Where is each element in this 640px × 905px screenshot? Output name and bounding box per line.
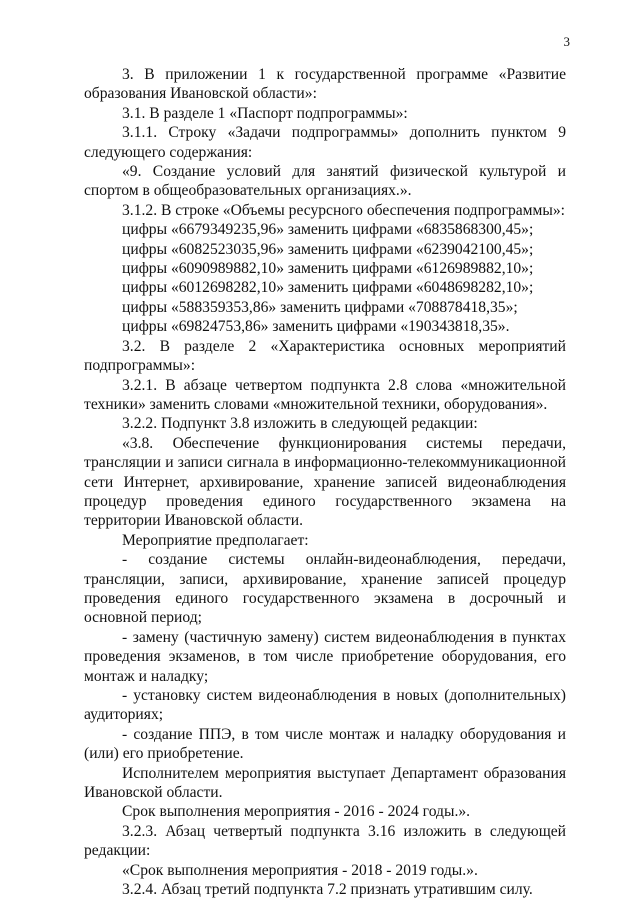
replacement-line: цифры «69824753,86» заменить цифрами «190343818,35». bbox=[122, 318, 510, 336]
paragraph: 3.1.1. Строку «Задачи подпрограммы» дополнить пунктом 9 следующего содержания: bbox=[84, 124, 566, 161]
replacement-line: цифры «6679349235,96» заменить цифрами «6835868300,45»; bbox=[122, 221, 534, 239]
replacement-line: цифры «6090989882,10» заменить цифрами «6126989882,10»; bbox=[122, 260, 534, 278]
paragraph: 3.2.4. Абзац третий подпункта 7.2 признать утратившим силу. bbox=[122, 881, 533, 899]
list-item: - замену (частичную замену) систем видеонаблюдения в пунктах проведения экзаменов, в том числе приобретение оборудования, его монтаж и наладку; bbox=[84, 628, 566, 685]
paragraph: «9. Создание условий для занятий физической культурой и спортом в общеобразовательных организациях.». bbox=[84, 163, 566, 200]
list-item: - создание системы онлайн-видеонаблюдения, передачи, трансляции, записи, архивирование, хранение записей процедур проведения единого государственного экзамена в досрочный и основной период; bbox=[84, 551, 566, 627]
list-item: - создание ППЭ, в том числе монтаж и наладку оборудования и (или) его приобретение. bbox=[84, 725, 566, 763]
paragraph: «3.8. Обеспечение функционирования системы передачи, трансляции и записи сигнала в информационно-телекоммуникационной сети Интернет, архивирование, хранение записей видеонаблюдения процедур проведения единого государственного экзамена на территории Ивановской области. bbox=[84, 434, 566, 530]
page-number: 3 bbox=[563, 34, 570, 49]
paragraph: 3.2.1. В абзаце четвертом подпункта 2.8 слова «множительной техники» заменить словами «множительной техники, оборудования». bbox=[84, 376, 566, 413]
replacement-line: цифры «6012698282,10» заменить цифрами «6048698282,10»; bbox=[122, 279, 534, 297]
paragraph: 3.2.2. Подпункт 3.8 изложить в следующей редакции: bbox=[122, 415, 478, 433]
replacement-line: цифры «588359353,86» заменить цифрами «708878418,35»; bbox=[122, 298, 518, 316]
paragraph: Исполнителем мероприятия выступает Департамент образования Ивановской области. bbox=[84, 764, 566, 802]
paragraph: «Срок выполнения мероприятия - 2018 - 2019 годы.». bbox=[122, 861, 478, 879]
paragraph: Мероприятие предполагает: bbox=[122, 531, 309, 549]
document-body bbox=[84, 65, 566, 899]
paragraph: 3. В приложении 1 к государственной программе «Развитие образования Ивановской области»: bbox=[84, 66, 566, 103]
paragraph: 3.2.3. Абзац четвертый подпункта 3.16 изложить в следующей редакции: bbox=[84, 822, 566, 860]
paragraph: 3.1. В разделе 1 «Паспорт подпрограммы»: bbox=[122, 104, 408, 122]
list-item: - установку систем видеонаблюдения в новых (дополнительных) аудиториях; bbox=[84, 687, 566, 724]
replacement-line: цифры «6082523035,96» заменить цифрами «6239042100,45»; bbox=[122, 240, 534, 258]
paragraph: 3.2. В разделе 2 «Характеристика основных мероприятий подпрограммы»: bbox=[84, 337, 566, 375]
paragraph: 3.1.2. В строке «Объемы ресурсного обеспечения подпрограммы»: bbox=[122, 201, 566, 219]
paragraph: Срок выполнения мероприятия - 2016 - 2024 годы.». bbox=[122, 803, 471, 821]
